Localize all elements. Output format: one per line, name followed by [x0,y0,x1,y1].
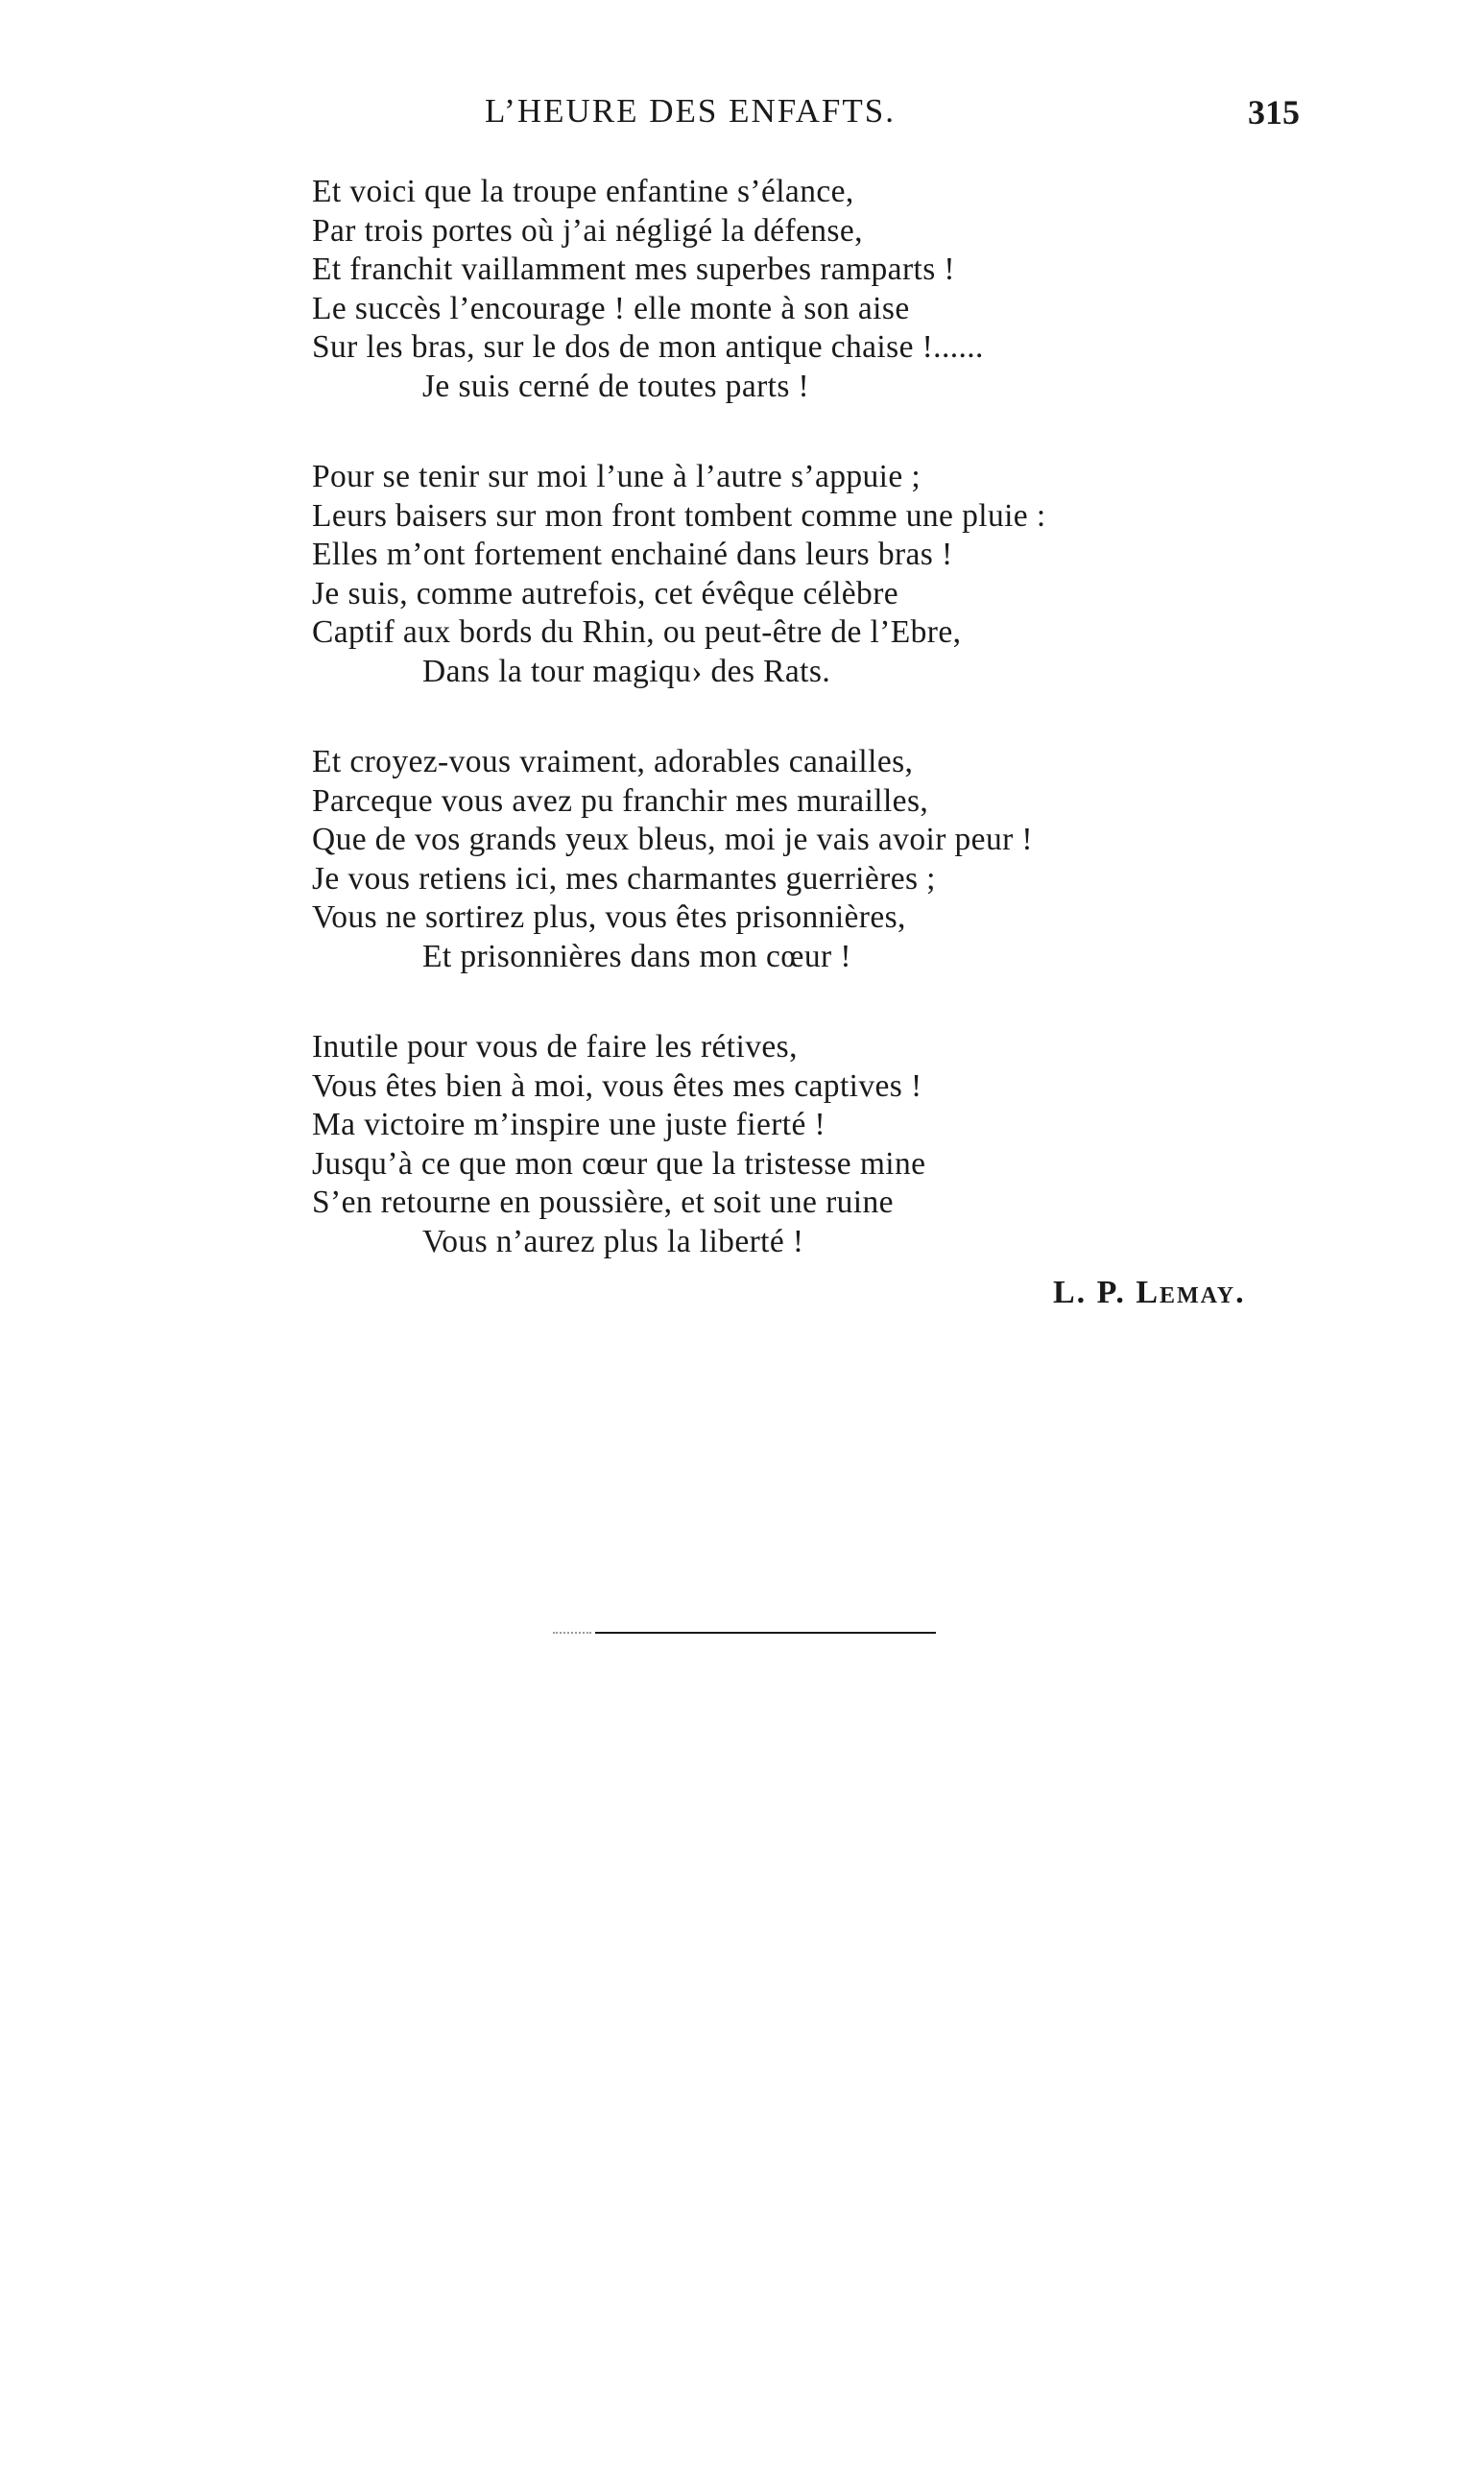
poem-line: Le succès l’encourage ! elle monte à son aise [312,290,910,326]
poem-refrain-line: Dans la tour magiqu› des Rats. [422,653,831,689]
poem-line: Vous êtes bien à moi, vous êtes mes captives ! [312,1067,922,1104]
author-initials: L. P. [1053,1275,1126,1310]
poem-line: Je suis, comme autrefois, cet évêque célèbre [312,575,899,611]
running-title: L’HEURE DES ENFAFTS. [485,92,896,130]
poem-line: Captif aux bords du Rhin, ou peut-être de l’Ebre, [312,614,962,650]
poem [312,173,1272,1313]
stanza-2 [312,458,1272,691]
stanza-4 [312,1028,1272,1261]
author-surname: Lemay. [1136,1275,1246,1310]
poem-refrain-line: Vous n’aurez plus la liberté ! [422,1223,804,1259]
poem-line: Ma victoire m’inspire une juste fierté ! [312,1107,826,1142]
poem-line: Sur les bras, sur le dos de mon antique chaise !...... [312,329,984,365]
poem-line: Je vous retiens ici, mes charmantes guerrières ; [312,860,936,897]
poem-line: Par trois portes où j’ai négligé la défense, [312,212,863,249]
poem-line: Et franchit vaillamment mes superbes ramparts ! [312,251,955,287]
poem-line: Parceque vous avez pu franchir mes murailles, [312,782,929,819]
poem-line: Vous ne sortirez plus, vous êtes prisonnières, [312,899,906,935]
end-rule [595,1632,936,1634]
poem-refrain-line: Je suis cerné de toutes parts ! [422,368,810,404]
end-rule-dots [553,1632,591,1634]
poem-line: Et croyez-vous vraiment, adorables canailles, [312,744,914,779]
poem-line: Inutile pour vous de faire les rétives, [312,1029,798,1065]
poem-line: Et voici que la troupe enfantine s’élance, [312,174,854,209]
author-signature [1053,1275,1246,1311]
stanza-3 [312,743,1272,976]
stanza-1 [312,173,1272,406]
running-head [0,92,1484,140]
poem-line: Leurs baisers sur mon front tombent comme une pluie : [312,497,1046,534]
poem-line: Que de vos grands yeux bleus, moi je vais avoir peur ! [312,822,1033,857]
poem-refrain-line: Et prisonnières dans mon cœur ! [422,938,851,974]
poem-line: S’en retourne en poussière, et soit une ruine [312,1185,894,1220]
page-number: 315 [1248,93,1300,132]
poem-line: Elles m’ont fortement enchainé dans leurs bras ! [312,537,953,572]
poem-line: Jusqu’à ce que mon cœur que la tristesse mine [312,1145,926,1182]
poem-line: Pour se tenir sur moi l’une à l’autre s’appuie ; [312,459,922,494]
